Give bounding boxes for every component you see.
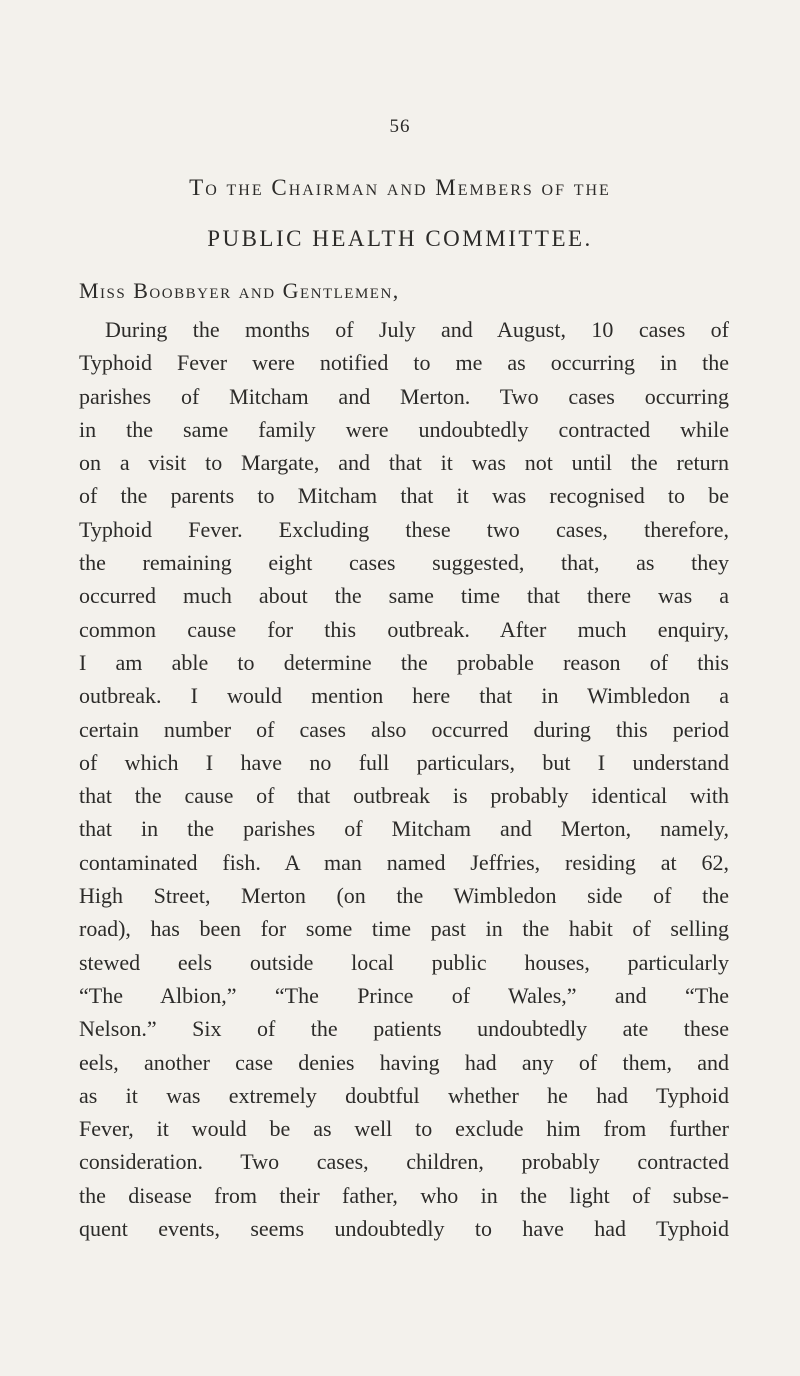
body-line: parishes of Mitcham and Merton. Two cases occurring [79, 383, 729, 409]
body-line: “The Albion,” “The Prince of Wales,” and “The [79, 982, 729, 1008]
body-line: as it was extremely doubtful whether he had Typhoid [79, 1082, 729, 1108]
body-paragraph [79, 313, 729, 1245]
body-line: During the months of July and August, 10 cases of [105, 317, 729, 342]
body-line: eels, another case denies having had any of them, and [79, 1049, 729, 1075]
body-line: Nelson.” Six of the patients undoubtedly ate these [79, 1016, 729, 1042]
body-line: of the parents to Mitcham that it was recognised to be [79, 483, 729, 509]
body-line: quent events, seems undoubtedly to have had Typhoid [79, 1216, 729, 1242]
body-line: road), has been for some time past in the habit of selling [79, 916, 729, 942]
body-line: occurred much about the same time that there was a [79, 583, 729, 609]
body-line: High Street, Merton (on the Wimbledon side of the [79, 883, 729, 909]
body-line: Typhoid Fever were notified to me as occurring in the [79, 350, 729, 376]
body-line: in the same family were undoubtedly contracted while [79, 416, 729, 442]
body-line: common cause for this outbreak. After much enquiry, [79, 616, 729, 642]
heading-committee: PUBLIC HEALTH COMMITTEE. [207, 226, 593, 251]
body-line: the remaining eight cases suggested, that, as they [79, 550, 729, 576]
body-line: consideration. Two cases, children, probably contracted [79, 1149, 729, 1175]
body-line: contaminated fish. A man named Jeffries, residing at 62, [79, 849, 729, 875]
body-line: of which I have no full particulars, but I understand [79, 749, 729, 775]
page-number: 56 [389, 116, 411, 137]
body-line: the disease from their father, who in the light of subse- [79, 1182, 729, 1208]
body-line: Fever, it would be as well to exclude him from further [79, 1116, 729, 1142]
body-line: on a visit to Margate, and that it was not until the return [79, 450, 729, 476]
body-line: that in the parishes of Mitcham and Merton, namely, [79, 816, 729, 842]
body-line: I am able to determine the probable reason of this [79, 649, 729, 675]
salutation: Miss Boobbyer and Gentlemen, [79, 278, 400, 303]
body-line: that the cause of that outbreak is probably identical with [79, 783, 729, 809]
body-line: outbreak. I would mention here that in Wimbledon a [79, 683, 729, 709]
body-line: stewed eels outside local public houses, particularly [79, 949, 729, 975]
body-line: certain number of cases also occurred during this period [79, 716, 729, 742]
heading-addressee: To the Chairman and Members of the [189, 175, 611, 200]
body-line: Typhoid Fever. Excluding these two cases, therefore, [79, 516, 729, 542]
